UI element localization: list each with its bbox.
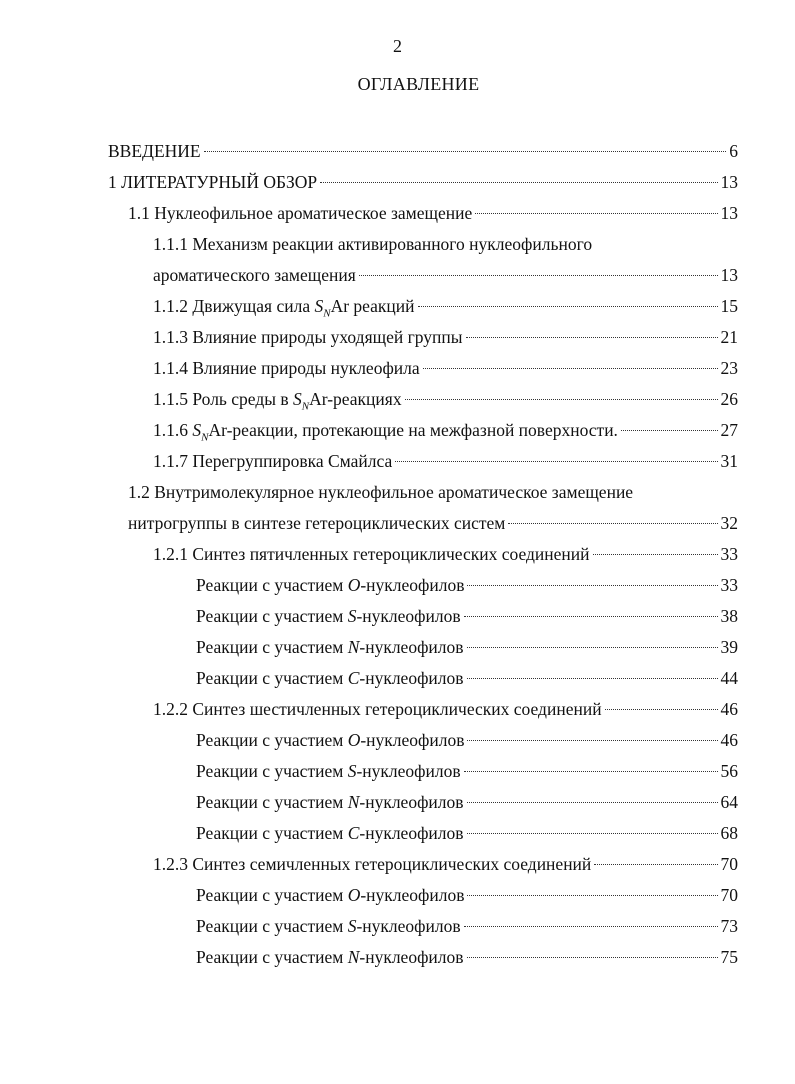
page-number: 2: [393, 36, 402, 56]
toc-entry-title: 1.2.1 Синтез пятичленных гетероциклических соединений: [153, 544, 590, 564]
dot-leader: [605, 709, 718, 710]
toc-entry-title: Реакции с участием N-нуклеофилов: [196, 792, 464, 812]
toc-entry-page: 38: [720, 606, 738, 626]
dot-leader: [467, 802, 718, 803]
toc-entry[interactable]: [108, 353, 738, 384]
dot-leader: [359, 275, 718, 276]
toc-entry-page: 56: [720, 761, 738, 781]
toc-entry-title: 1.2.3 Синтез семичленных гетероциклических соединений: [153, 854, 592, 874]
table-of-contents: [108, 136, 738, 973]
dot-leader: [467, 647, 718, 648]
dot-leader: [418, 306, 718, 307]
dot-leader: [467, 678, 718, 679]
toc-entry-page: 39: [720, 637, 738, 657]
dot-leader: [467, 895, 717, 896]
toc-entry-page: 13: [720, 203, 738, 223]
toc-entry-page: 26: [720, 389, 738, 409]
toc-entry[interactable]: [108, 849, 738, 880]
toc-entry-title: 1.1.5 Роль среды в $S_NAr$-реакциях: [153, 389, 402, 413]
toc-entry-title: Реакции с участием S-нуклеофилов: [196, 916, 461, 936]
dot-leader: [320, 182, 717, 183]
dot-leader: [466, 337, 718, 338]
toc-entry-title-first-line: 1.2 Внутримолекулярное нуклеофильное ароматическое замещение: [128, 482, 634, 502]
toc-entry-title: ВВЕДЕНИЕ: [108, 141, 201, 161]
toc-entry-page: 13: [720, 265, 738, 285]
toc-entry[interactable]: [108, 725, 738, 756]
dot-leader: [467, 585, 717, 586]
toc-entry-page: 31: [720, 451, 738, 471]
toc-entry[interactable]: [108, 601, 738, 632]
toc-entry-page: 27: [720, 420, 738, 440]
toc-entry-title: 1.1.7 Перегруппировка Смайлса: [153, 451, 393, 471]
toc-entry-page: 32: [720, 513, 738, 533]
dot-leader: [464, 616, 718, 617]
toc-entry[interactable]: [108, 570, 738, 601]
toc-entry-page: 15: [720, 296, 738, 316]
toc-entry[interactable]: [108, 291, 738, 322]
toc-entry-title: 1.1 Нуклеофильное ароматическое замещение: [128, 203, 473, 223]
dot-leader: [464, 771, 718, 772]
toc-entry-page: 44: [720, 668, 738, 688]
toc-entry-page: 33: [720, 544, 738, 564]
toc-entry[interactable]: [108, 787, 738, 818]
dot-leader: [204, 151, 727, 152]
dot-leader: [395, 461, 717, 462]
toc-entry-title: Реакции с участием N-нуклеофилов: [196, 947, 464, 967]
toc-entry-title: Реакции с участием C-нуклеофилов: [196, 668, 464, 688]
toc-entry[interactable]: [108, 322, 738, 353]
toc-entry[interactable]: [108, 446, 738, 477]
toc-entry-title: Реакции с участием C-нуклеофилов: [196, 823, 464, 843]
toc-entry[interactable]: [108, 694, 738, 725]
dot-leader: [467, 740, 717, 741]
toc-entry[interactable]: [108, 167, 738, 198]
toc-entry-title: 1 ЛИТЕРАТУРНЫЙ ОБЗОР: [108, 172, 318, 192]
toc-entry-page: 73: [720, 916, 738, 936]
toc-entry-page: 6: [729, 141, 738, 161]
toc-entry[interactable]: [108, 136, 738, 167]
toc-entry-title: 1.1.3 Влияние природы уходящей группы: [153, 327, 463, 347]
toc-entry[interactable]: [108, 818, 738, 849]
toc-entry-title: Реакции с участием O-нуклеофилов: [196, 885, 465, 905]
toc-entry-page: 21: [720, 327, 738, 347]
toc-entry[interactable]: [108, 229, 738, 291]
toc-entry-page: 68: [720, 823, 738, 843]
toc-entry-page: 70: [720, 854, 738, 874]
dot-leader: [508, 523, 717, 524]
toc-entry[interactable]: [108, 198, 738, 229]
dot-leader: [593, 554, 718, 555]
toc-entry-page: 46: [720, 730, 738, 750]
toc-entry[interactable]: [108, 477, 738, 539]
dot-leader: [621, 430, 718, 431]
toc-entry[interactable]: [108, 415, 738, 446]
dot-leader: [475, 213, 717, 214]
dot-leader: [423, 368, 718, 369]
toc-entry-title: 1.1.2 Движущая сила $S_NAr$ реакций: [153, 296, 415, 320]
toc-entry-page: 13: [720, 172, 738, 192]
toc-entry[interactable]: [108, 911, 738, 942]
toc-title: ОГЛАВЛЕНИЕ: [357, 74, 480, 94]
dot-leader: [464, 926, 718, 927]
dot-leader: [405, 399, 718, 400]
toc-entry-page: 75: [720, 947, 738, 967]
dot-leader: [467, 957, 718, 958]
toc-entry[interactable]: [108, 880, 738, 911]
toc-entry[interactable]: [108, 632, 738, 663]
toc-entry-title: 1.1.6 $S_NAr$-реакции, протекающие на межфазной поверхности.: [153, 420, 618, 444]
toc-entry-page: 70: [720, 885, 738, 905]
toc-entry[interactable]: [108, 384, 738, 415]
toc-entry-title-first-line: 1.1.1 Механизм реакции активированного нуклеофильного: [153, 234, 593, 254]
toc-entry-page: 46: [720, 699, 738, 719]
toc-entry-page: 33: [720, 575, 738, 595]
toc-entry-title: Реакции с участием S-нуклеофилов: [196, 761, 461, 781]
toc-entry-title: Реакции с участием S-нуклеофилов: [196, 606, 461, 626]
dot-leader: [467, 833, 718, 834]
dot-leader: [594, 864, 717, 865]
toc-entry-title: Реакции с участием O-нуклеофилов: [196, 730, 465, 750]
toc-entry-title: 1.1.4 Влияние природы нуклеофила: [153, 358, 420, 378]
toc-entry[interactable]: [108, 663, 738, 694]
toc-entry[interactable]: [108, 539, 738, 570]
toc-entry[interactable]: [108, 942, 738, 973]
toc-entry-page: 64: [720, 792, 738, 812]
toc-entry-page: 23: [720, 358, 738, 378]
toc-entry-title: Реакции с участием N-нуклеофилов: [196, 637, 464, 657]
toc-entry-title: 1.2.2 Синтез шестичленных гетероциклических соединений: [153, 699, 602, 719]
toc-entry-title: ароматического замещения: [153, 265, 356, 285]
toc-entry[interactable]: [108, 756, 738, 787]
toc-entry-title: Реакции с участием O-нуклеофилов: [196, 575, 465, 595]
toc-entry-title: нитрогруппы в синтезе гетероциклических систем: [128, 513, 506, 533]
